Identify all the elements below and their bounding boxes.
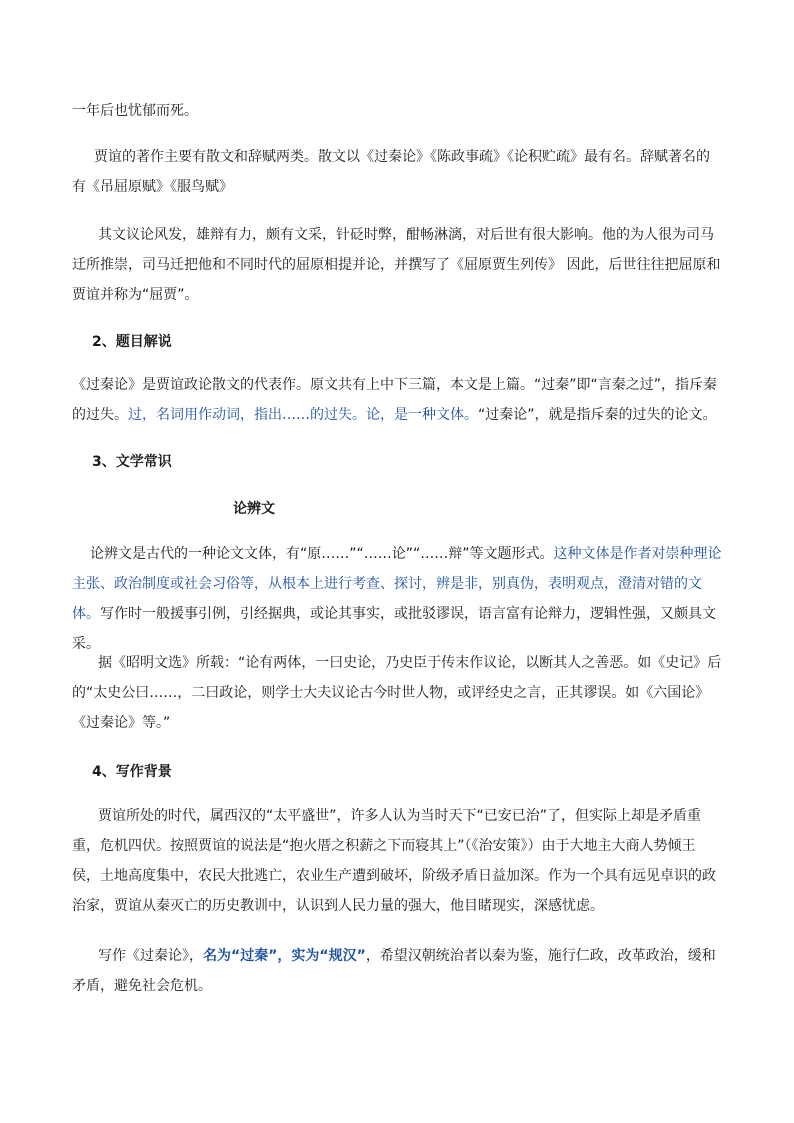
- heading-title-explanation: 2、题目解说: [92, 334, 172, 350]
- heading-background: 4、写作背景: [92, 764, 172, 780]
- paragraph-works: 贾谊的著作主要有散文和辞赋两类。散文以《过秦论》《陈政事疏》《论积贮疏》最有名。辞赋著名的有《吊屈原赋》《服鸟赋》: [72, 149, 710, 195]
- paragraph-style: 其文议论风发，雄辩有力，颇有文采，针砭时弊，酣畅淋漓，对后世有很大影响。他的为人很为司马迁所推崇，司马迁把他和不同时代的屈原相提并论，并撰写了《屈原贾生列传》 因此，后世往往把屈原和贾谊并称为“屈贾”。: [72, 227, 721, 303]
- paragraph-argumentation: [72, 539, 722, 659]
- argumentation-highlight: 这种文体是作者对崇种理论主张、政治制度或社会习俗等，从根本上进行考查、探讨，辨是非，别真伪，表明观点，澄清对错的文体。: [72, 546, 722, 622]
- subheading-argumentation: 论辨文: [233, 501, 275, 517]
- title-explanation-highlight: 过，名词用作动词，指出……的过失。论，是一种文体。: [128, 407, 478, 423]
- purpose-highlight: 名为“过秦”，实为“规汉”: [203, 948, 366, 964]
- purpose-end: ，希望汉朝统治者以秦为鉴，施行仁政，改革政治，缓和矛盾，避免社会危机。: [72, 948, 716, 994]
- paragraph-zhaoming: 据《昭明文选》所载：“论有两体，一曰史论，乃史臣于传末作议论，以断其人之善恶。如《史记》后的“太史公曰……，二曰政论，则学士大夫议论古今时世人物，或评经史之言，正其谬误。如《六国论》《过秦论》等。”: [72, 655, 722, 731]
- paragraph-death: 一年后也忧郁而死。: [72, 103, 198, 119]
- heading-literary-knowledge: 3、文学常识: [92, 454, 172, 470]
- argumentation-intro: 论辨文是古代的一种论文文体，有“原……”“……论”“……辩”等文题形式。: [90, 546, 554, 562]
- paragraph-background: 贾谊所处的时代，属西汉的“太平盛世”，许多人认为当时天下“已安已治”了，但实际上却是矛盾重重，危机四伏。按照贾谊的说法是“抱火厝之积薪之下而寝其上”（《治安策》）由于大地主大商人势倾王侯，土地高度集中，农民大批逃亡，农业生产遭到破坏，阶级矛盾日益加深。作为一个具有远见卓识的政治家，贾谊从秦灭亡的历史教训中，认识到人民力量的强大，他目睹现实，深感忧虑。: [72, 808, 716, 914]
- paragraph-title-explanation: [72, 370, 722, 430]
- title-explanation-text: 《过秦论》是贾谊政论散文的代表作。原文共有上中下三篇，本文是上篇。“过秦”即“言秦之过”，指斥秦的过失。: [72, 377, 718, 423]
- title-explanation-end: “过秦论”，就是指斥秦的过失的论文。: [478, 407, 717, 423]
- paragraph-purpose: [72, 941, 722, 1001]
- argumentation-end: 写作时一般援事引例，引经据典，或论其事实，或批驳谬误，语言富有论辩力，逻辑性强，又颇具文采。: [72, 606, 716, 652]
- purpose-start: 写作《过秦论》，: [98, 948, 203, 964]
